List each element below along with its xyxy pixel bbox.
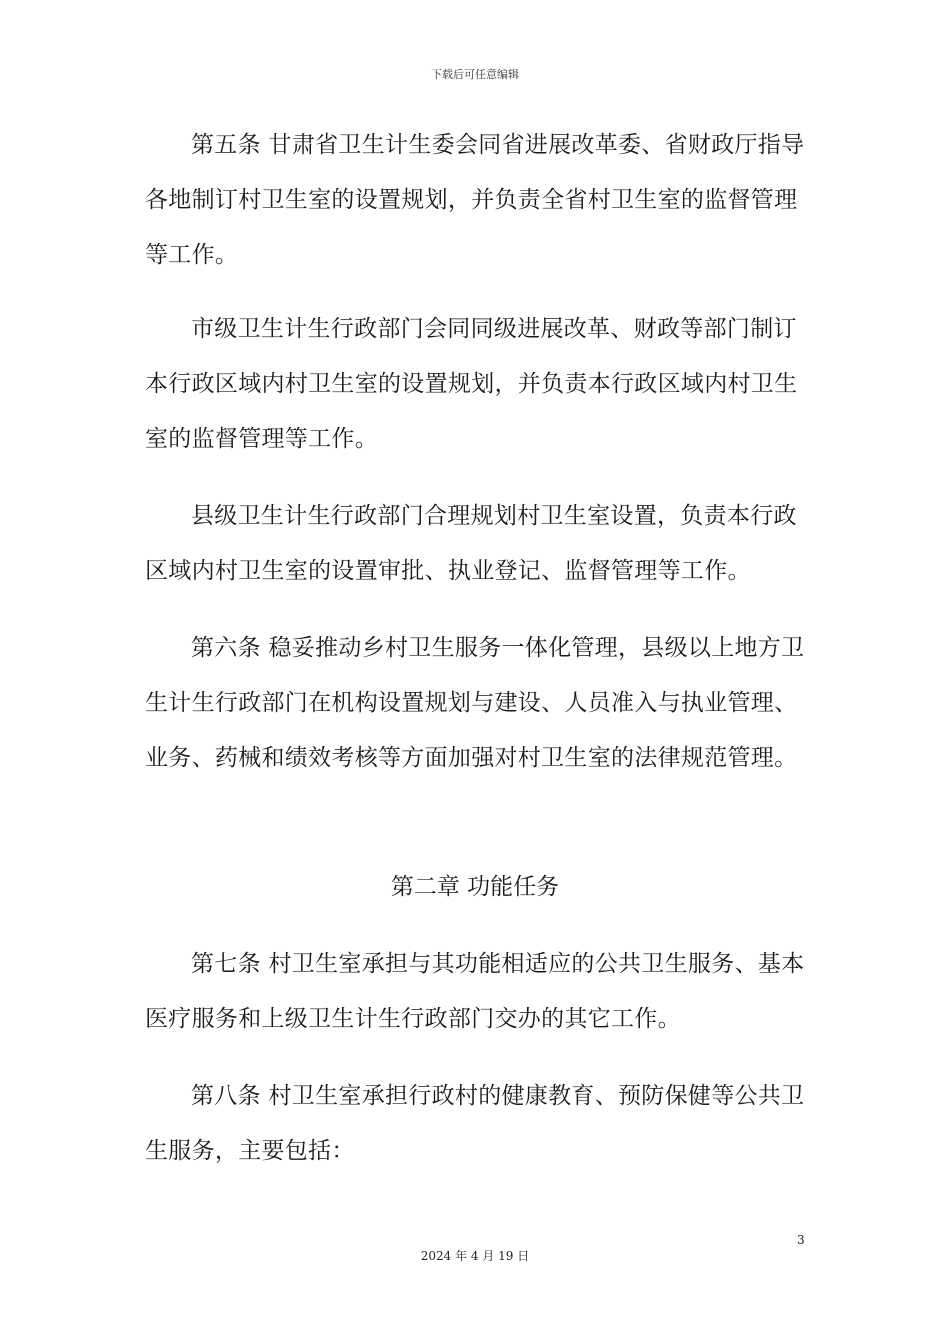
chapter-title: 第二章 功能任务 — [390, 874, 560, 900]
paragraph-article-5: 第五条 甘肃省卫生计生委会同省进展改革委、省财政厅指导各地制订村卫生室的设置规划，并负责全省村卫生室的监督管理等工作。 — [145, 132, 805, 268]
document-body — [145, 118, 810, 808]
paragraph-article-6: 第六条 稳妥推动乡村卫生服务一体化管理，县级以上地方卫生计生行政部门在机构设置规划与建设、人员准入与执业管理、业务、药械和绩效考核等方面加强对村卫生室的法律规范管理。 — [145, 635, 805, 771]
paragraph-article-7: 第七条 村卫生室承担与其功能相适应的公共卫生服务、基本医疗服务和上级卫生计生行政部门交办的其它工作。 — [145, 951, 805, 1032]
paragraph-article-8: 第八条 村卫生室承担行政村的健康教育、预防保健等公共卫生服务，主要包括： — [145, 1083, 805, 1164]
paragraph-county-level: 县级卫生计生行政部门合理规划村卫生室设置，负责本行政区域内村卫生室的设置审批、执业登记、监督管理等工作。 — [145, 503, 797, 584]
paragraph-city-level: 市级卫生计生行政部门会同同级进展改革、财政等部门制订本行政区域内村卫生室的设置规划，并负责本行政区域内村卫生室的监督管理等工作。 — [145, 316, 798, 452]
page-number: 3 — [797, 1233, 805, 1247]
footer-date: 2024 年 4 月 19 日 — [420, 1249, 530, 1263]
document-body-continued — [145, 937, 810, 1201]
header-note: 下载后可任意编辑 — [431, 68, 519, 81]
